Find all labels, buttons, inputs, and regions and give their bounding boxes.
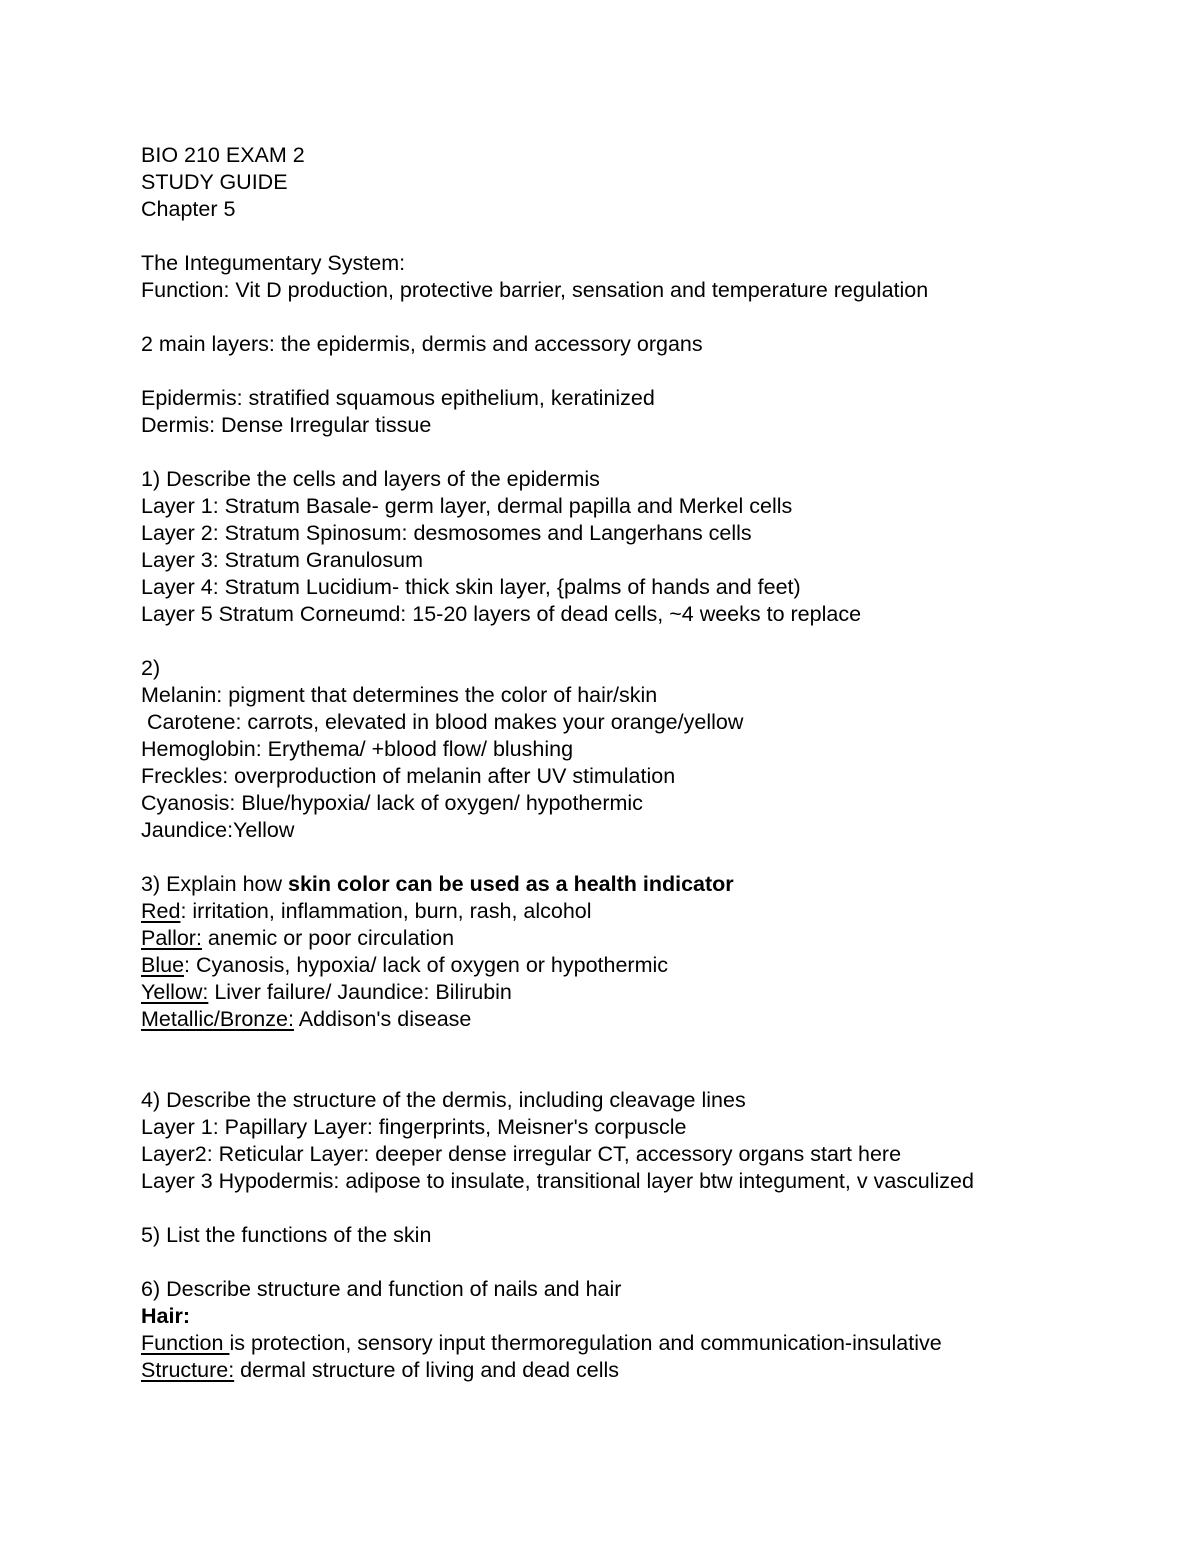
indicator-text: : Cyanosis, hypoxia/ lack of oxygen or hypothermic [184,953,669,977]
health-indicator-item [141,979,1141,1006]
chapter-title: Chapter 5 [141,197,236,221]
pigment-item: Hemoglobin: Erythema/ +blood flow/ blushing [141,737,574,761]
spacer [141,223,1141,250]
pigment-item: Melanin: pigment that determines the color of hair/skin [141,683,658,707]
indicator-label: Metallic/Bronze: [141,1007,294,1031]
question-4: 4) Describe the structure of the dermis, including cleavage lines [141,1088,746,1112]
spacer [141,358,1141,385]
indicator-label: Red [141,899,181,923]
hair-heading: Hair: [141,1304,190,1328]
indicator-label: Yellow: [141,980,209,1004]
indicator-label: Blue [141,953,185,977]
spacer [141,1249,1141,1276]
spacer [141,844,1141,871]
epidermis-layer-item: Layer 5 Stratum Corneumd: 15-20 layers of dead cells, ~4 weeks to replace [141,602,862,626]
hair-structure-line [141,1357,1141,1384]
dermis-layer-item: Layer 1: Papillary Layer: fingerprints, Meisner's corpuscle [141,1115,687,1139]
question-3-prefix: 3) Explain how [141,872,288,896]
guide-title: STUDY GUIDE [141,170,288,194]
epidermis-layer-item: Layer 2: Stratum Spinosum: desmosomes and Langerhans cells [141,521,752,545]
health-indicator-item [141,925,1141,952]
question-1: 1) Describe the cells and layers of the epidermis [141,467,600,491]
section-title: The Integumentary System: [141,251,406,275]
function-text: is protection, sensory input thermoregulation and communication-insulative [229,1331,942,1355]
spacer [141,439,1141,466]
question-5: 5) List the functions of the skin [141,1223,432,1247]
epidermis-line: Epidermis: stratified squamous epithelium, keratinized [141,386,655,410]
pigment-item: Jaundice:Yellow [141,818,295,842]
health-indicator-item [141,1006,1141,1033]
epidermis-layer-item: Layer 1: Stratum Basale- germ layer, dermal papilla and Merkel cells [141,494,793,518]
spacer [141,1195,1141,1222]
indicator-text: : irritation, inflammation, burn, rash, alcohol [180,899,592,923]
pigment-item: Cyanosis: Blue/hypoxia/ lack of oxygen/ hypothermic [141,791,643,815]
function-label: Function [141,1331,230,1355]
question-3-emphasis: skin color can be used as a health indicator [288,872,734,896]
health-indicator-item [141,898,1141,925]
spacer [141,304,1141,331]
indicator-text: anemic or poor circulation [201,926,455,950]
question-3 [141,871,1141,898]
main-layers-line: 2 main layers: the epidermis, dermis and accessory organs [141,332,703,356]
health-indicator-item [141,952,1141,979]
indicator-text: Addison's disease [293,1007,472,1031]
study-guide-text [141,142,1141,1384]
pigment-item: Freckles: overproduction of melanin after UV stimulation [141,764,676,788]
question-2: 2) [141,656,161,680]
indicator-text: Liver failure/ Jaundice: Bilirubin [208,980,512,1004]
dermis-line: Dermis: Dense Irregular tissue [141,413,432,437]
question-6: 6) Describe structure and function of nails and hair [141,1277,622,1301]
dermis-layer-item: Layer 3 Hypodermis: adipose to insulate, transitional layer btw integument, v vasculized [141,1169,974,1193]
indicator-label: Pallor: [141,926,202,950]
structure-text: dermal structure of living and dead cells [234,1358,620,1382]
pigment-item: Carotene: carrots, elevated in blood makes your orange/yellow [147,710,744,734]
spacer [141,628,1141,655]
function-line: Function: Vit D production, protective barrier, sensation and temperature regulation [141,278,929,302]
structure-label: Structure: [141,1358,235,1382]
dermis-layer-item: Layer2: Reticular Layer: deeper dense irregular CT, accessory organs start here [141,1142,902,1166]
epidermis-layer-item: Layer 3: Stratum Granulosum [141,548,424,572]
spacer [141,1033,1141,1060]
spacer [141,1060,1141,1087]
epidermis-layer-item: Layer 4: Stratum Lucidium- thick skin layer, {palms of hands and feet) [141,575,801,599]
course-title: BIO 210 EXAM 2 [141,143,305,167]
hair-function-line [141,1330,1141,1357]
